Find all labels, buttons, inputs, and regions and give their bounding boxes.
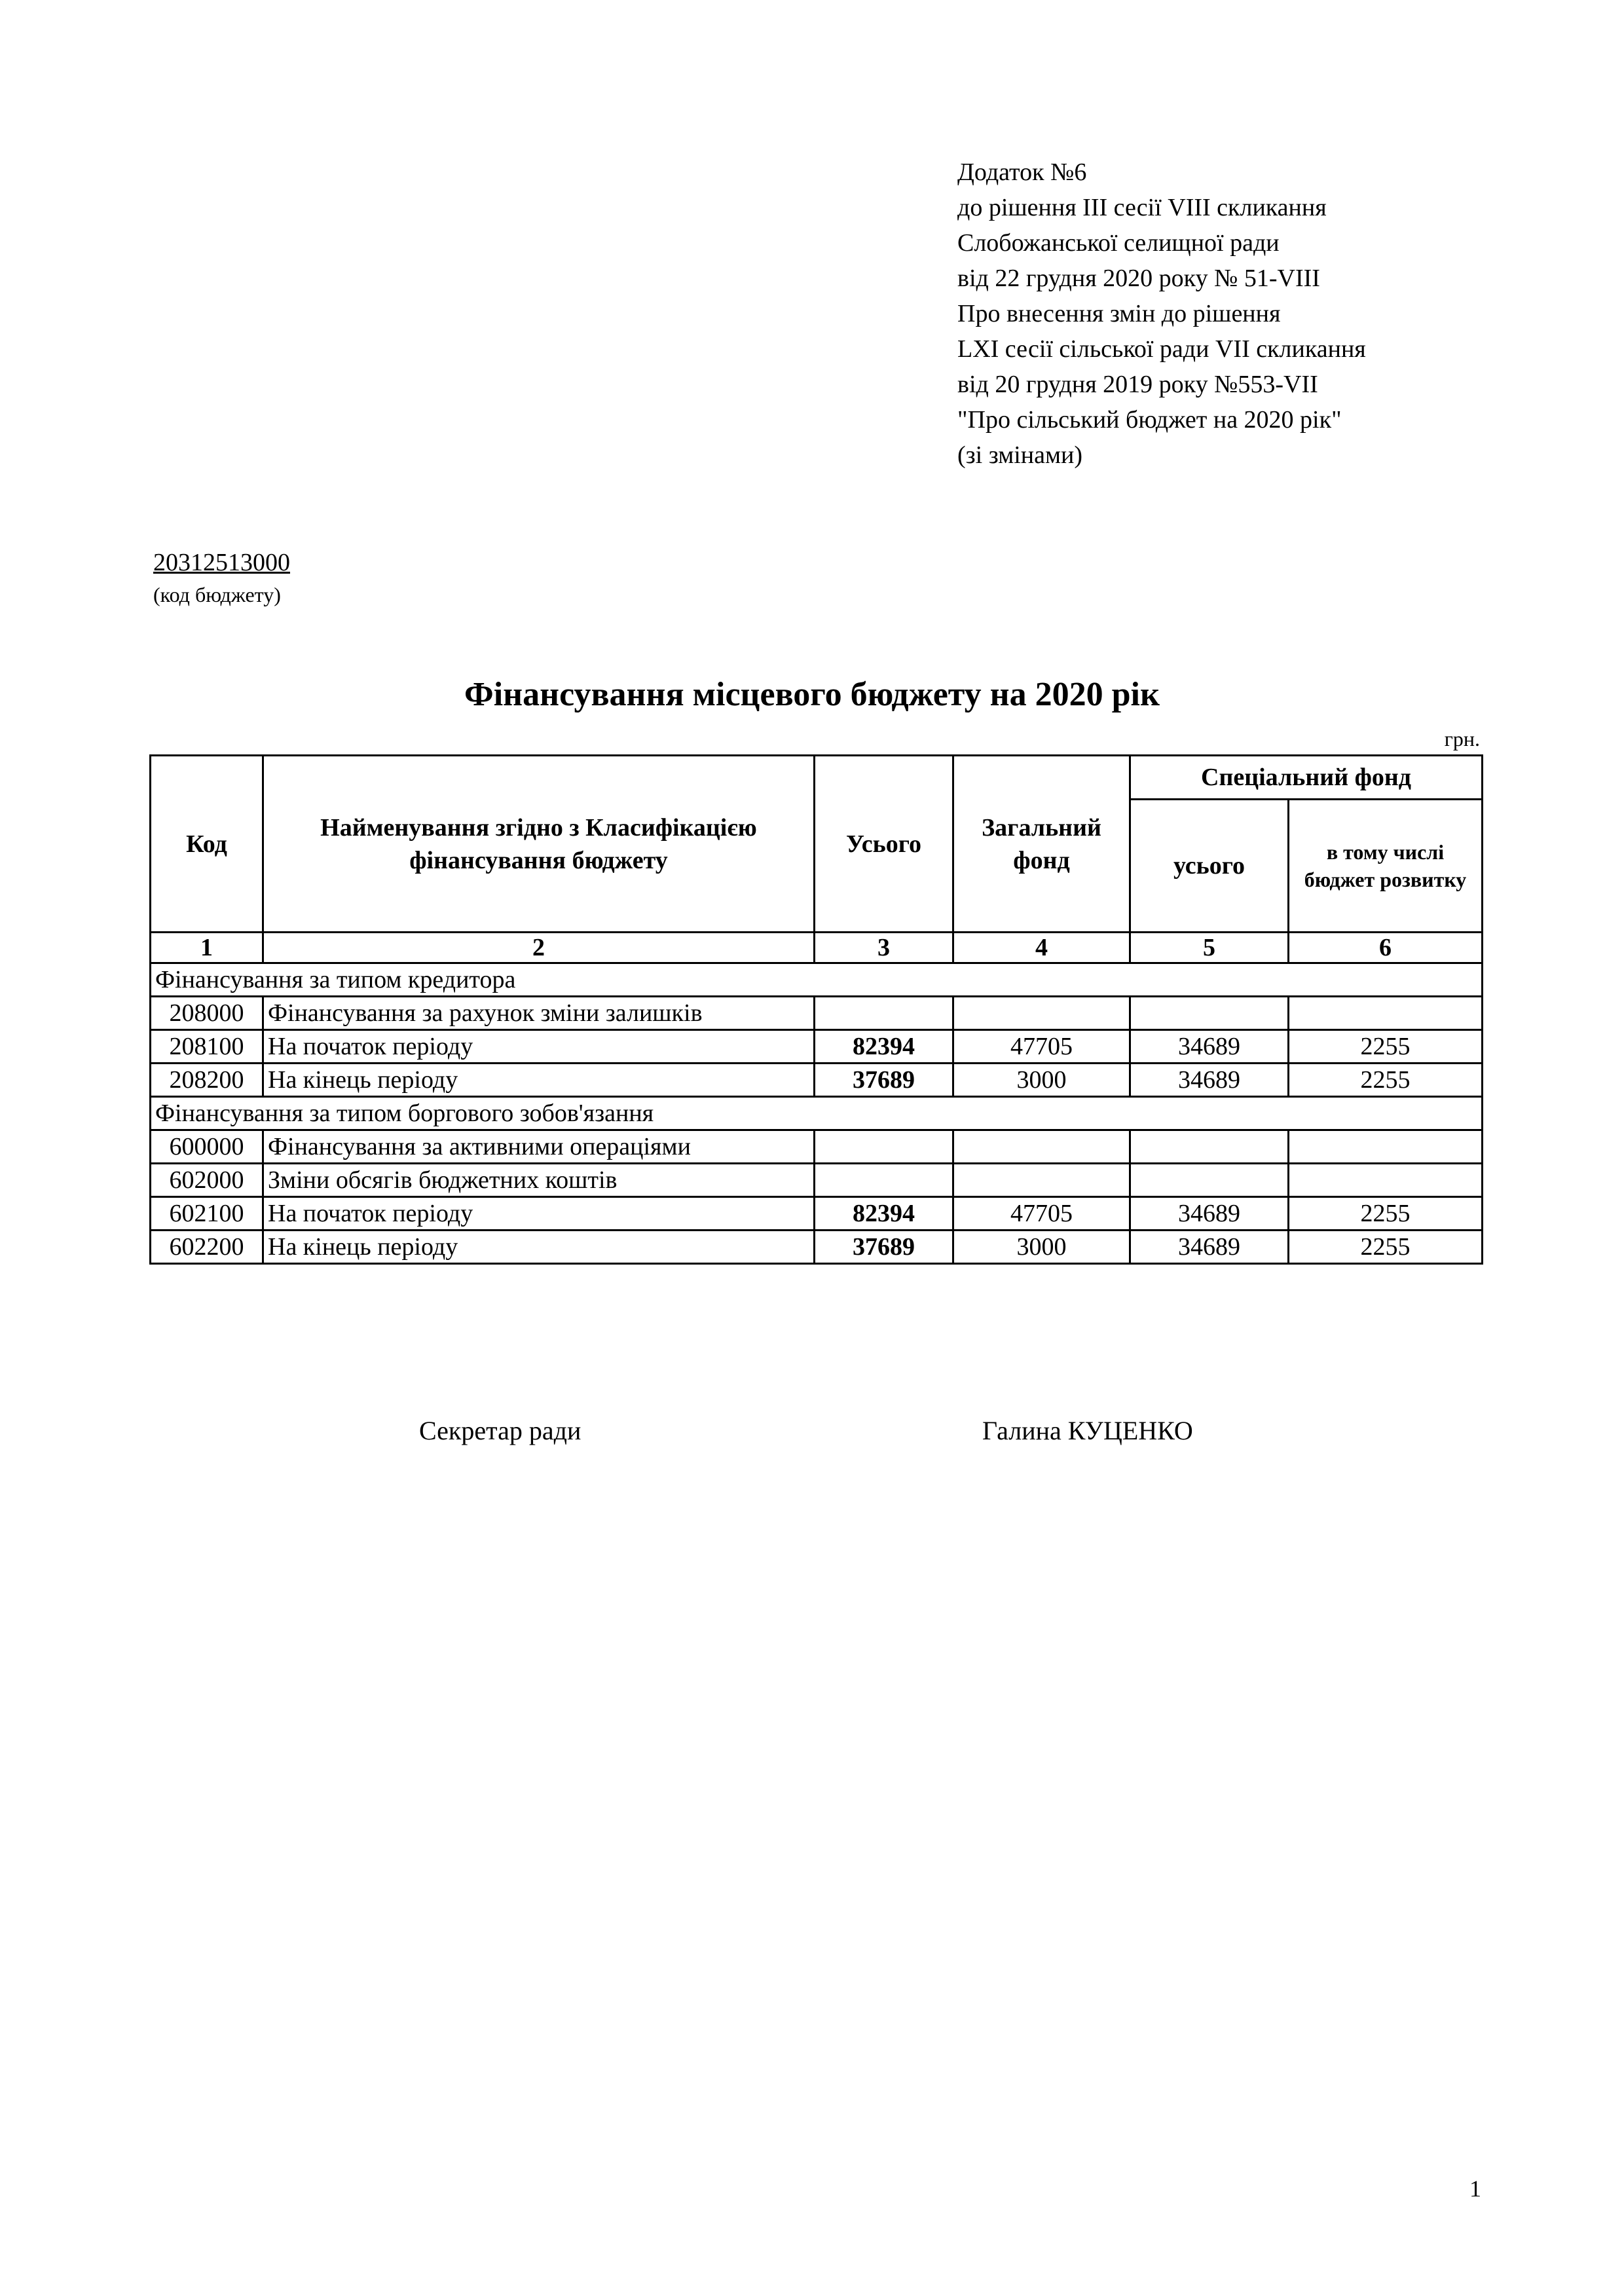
annex-line: (зі змінами) (957, 441, 1083, 469)
header-special-total: усього (1130, 800, 1289, 933)
annex-line: від 22 грудня 2020 року № 51-VІІІ (957, 265, 1320, 292)
table-row (151, 997, 1483, 1030)
cell-special: 34689 (1130, 1064, 1289, 1097)
cell-code: 602100 (151, 1197, 263, 1231)
cell-total (815, 997, 953, 1030)
annex-block (957, 155, 1366, 473)
cell-name: Зміни обсягів бюджетних коштів (263, 1164, 815, 1197)
cell-total: 37689 (815, 1231, 953, 1264)
page-number: 1 (1469, 2176, 1481, 2202)
signature-name: Галина КУЦЕНКО (982, 1416, 1193, 1445)
annex-line: Про внесення змін до рішення (957, 300, 1281, 327)
cell-name: Фінансування за активними операціями (263, 1130, 815, 1164)
section-row (151, 963, 1483, 997)
cell-general: 47705 (953, 1197, 1130, 1231)
section-title: Фінансування за типом кредитора (151, 963, 1483, 997)
cell-code: 208100 (151, 1030, 263, 1064)
table-row (151, 1231, 1483, 1264)
cell-special (1130, 1130, 1289, 1164)
cell-development: 2255 (1289, 1231, 1483, 1264)
header-name: Найменування згідно з Класифікацією фінансування бюджету (263, 756, 815, 933)
cell-development (1289, 1130, 1483, 1164)
cell-general: 3000 (953, 1231, 1130, 1264)
table-row (151, 1197, 1483, 1231)
annex-line: Слобожанської селищної ради (957, 229, 1280, 257)
table-row (151, 1130, 1483, 1164)
financing-table (149, 754, 1483, 1265)
header-code: Код (151, 756, 263, 933)
cell-general (953, 1130, 1130, 1164)
cell-development (1289, 997, 1483, 1030)
annex-line: від 20 грудня 2019 року №553-VII (957, 371, 1318, 398)
cell-general: 3000 (953, 1064, 1130, 1097)
budget-code-caption: (код бюджету) (153, 583, 281, 606)
header-development-budget: в тому числі бюджет розвитку (1289, 800, 1483, 933)
cell-name: На кінець періоду (263, 1231, 815, 1264)
annex-line: "Про сільський бюджет на 2020 рік" (957, 406, 1342, 434)
cell-name: На кінець періоду (263, 1064, 815, 1097)
header-general-fund: Загальний фонд (953, 756, 1130, 933)
cell-name: На початок періоду (263, 1030, 815, 1064)
section-title: Фінансування за типом боргового зобов'язання (151, 1097, 1483, 1130)
column-number: 6 (1289, 933, 1483, 963)
cell-development: 2255 (1289, 1197, 1483, 1231)
annex-line: Додаток №6 (957, 158, 1087, 186)
column-number: 2 (263, 933, 815, 963)
column-number: 5 (1130, 933, 1289, 963)
cell-total: 37689 (815, 1064, 953, 1097)
column-number: 4 (953, 933, 1130, 963)
section-row (151, 1097, 1483, 1130)
budget-code: 20312513000 (153, 549, 290, 576)
cell-total (815, 1130, 953, 1164)
table-row (151, 1064, 1483, 1097)
header-special-fund: Спеціальний фонд (1130, 756, 1483, 800)
cell-development: 2255 (1289, 1030, 1483, 1064)
cell-general: 47705 (953, 1030, 1130, 1064)
document-title: Фінансування місцевого бюджету на 2020 рік (464, 676, 1160, 713)
cell-code: 600000 (151, 1130, 263, 1164)
cell-special: 34689 (1130, 1030, 1289, 1064)
cell-code: 208000 (151, 997, 263, 1030)
cell-special: 34689 (1130, 1197, 1289, 1231)
header-total: Усього (815, 756, 953, 933)
cell-development (1289, 1164, 1483, 1197)
table-row (151, 1030, 1483, 1064)
column-number: 1 (151, 933, 263, 963)
currency-unit: грн. (1444, 727, 1480, 750)
annex-line: LXI сесії сільської ради VII скликання (957, 335, 1366, 363)
cell-general (953, 997, 1130, 1030)
column-number: 3 (815, 933, 953, 963)
cell-general (953, 1164, 1130, 1197)
cell-total: 82394 (815, 1197, 953, 1231)
cell-special: 34689 (1130, 1231, 1289, 1264)
annex-line: до рішення ІІІ сесії VІІІ скликання (957, 194, 1327, 221)
cell-code: 208200 (151, 1064, 263, 1097)
table-row (151, 1164, 1483, 1197)
cell-special (1130, 997, 1289, 1030)
cell-code: 602000 (151, 1164, 263, 1197)
cell-development: 2255 (1289, 1064, 1483, 1097)
cell-code: 602200 (151, 1231, 263, 1264)
cell-total (815, 1164, 953, 1197)
cell-special (1130, 1164, 1289, 1197)
cell-name: На початок періоду (263, 1197, 815, 1231)
cell-total: 82394 (815, 1030, 953, 1064)
cell-name: Фінансування за рахунок зміни залишків (263, 997, 815, 1030)
signature-role: Секретар ради (419, 1416, 581, 1445)
